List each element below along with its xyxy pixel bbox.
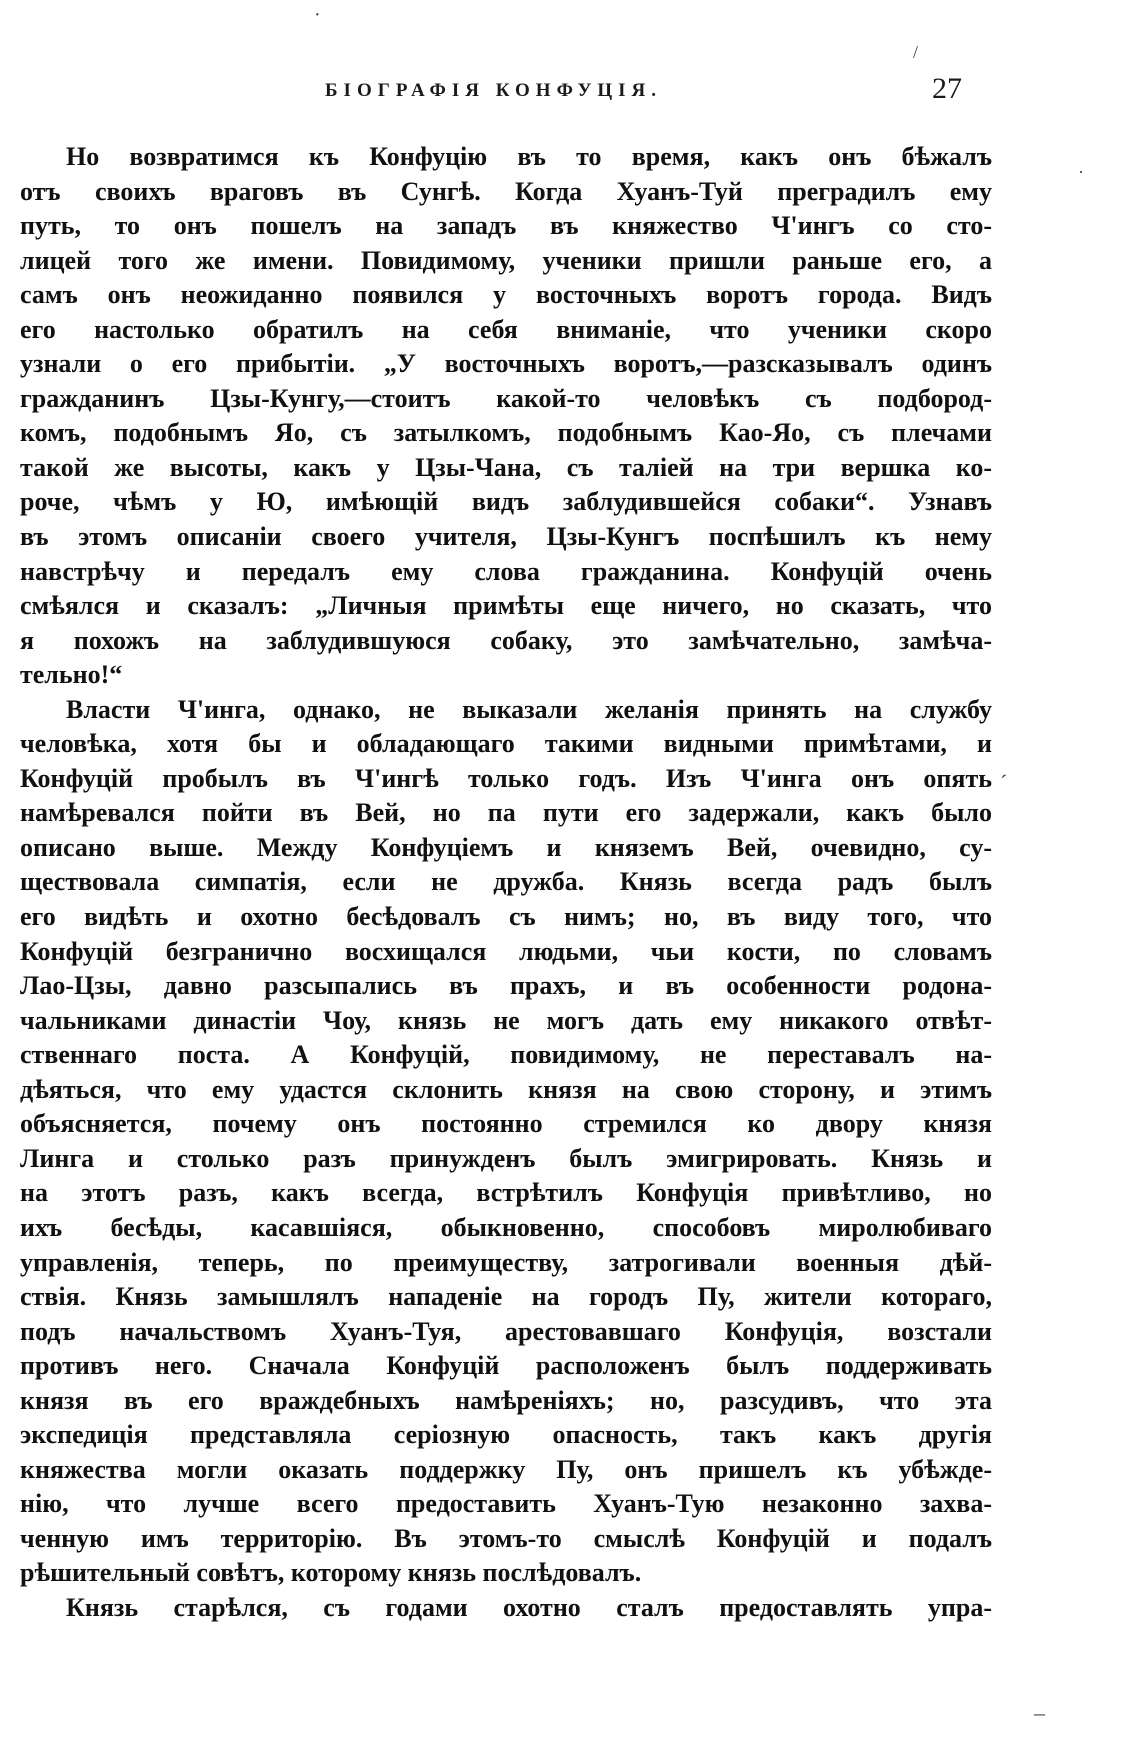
- text-line: Конфуцій безгранично восхищался людьми, чьи кости, по словамъ: [20, 936, 992, 966]
- text-line: Власти Ч'инга, однако, не выказали желанія принять на службу: [66, 694, 992, 724]
- text-line: въ этомъ описаніи своего учителя, Цзы-Кунгъ поспѣшилъ къ нему: [20, 522, 992, 552]
- text-line: подъ начальствомъ Хуанъ-Туя, арестовавшаго Конфуція, возстали: [20, 1316, 992, 1346]
- text-line: отъ своихъ враговъ въ Сунгѣ. Когда Хуанъ-Туй преградилъ ему: [20, 176, 992, 206]
- text-line: ченную имъ территорію. Въ этомъ-то смыслѣ Конфуцій и подалъ: [20, 1523, 992, 1553]
- text-line: ществовала симпатія, если не дружба. Князь всегда радъ былъ: [20, 867, 992, 897]
- text-line: тельно!“: [20, 660, 123, 690]
- text-line: узнали о его прибытіи. „У восточныхъ воротъ,—разсказывалъ одинъ: [20, 349, 992, 379]
- top-dot-mark: ·: [314, 4, 321, 26]
- text-line: комъ, подобнымъ Яо, съ затылкомъ, подобнымъ Као-Яо, съ плечами: [20, 418, 992, 448]
- text-line: Князь старѣлся, съ годами охотно сталъ предоставлять упра-: [66, 1592, 992, 1622]
- text-line: дѣяться, что ему удастся склонить князя на свою сторону, и этимъ: [20, 1074, 992, 1104]
- text-line: его видѣть и охотно бесѣдовалъ съ нимъ; но, въ виду того, что: [20, 902, 992, 932]
- text-line: Но возвратимся къ Конфуцію въ то время, какъ онъ бѣжалъ: [66, 142, 992, 171]
- running-title: БІОГРАФІЯ КОНФУЦІЯ.: [325, 80, 663, 101]
- text-line: Лао-Цзы, давно разсыпались въ прахъ, и въ особенности родона-: [20, 971, 992, 1001]
- top-tick-mark: /: [913, 42, 919, 62]
- text-line: князя въ его враждебныхъ намѣреніяхъ; но, разсудивъ, что эта: [20, 1385, 992, 1415]
- bottom-dash-mark: –: [1034, 1700, 1045, 1725]
- text-line: управленія, теперь, по преимуществу, затрогивали военныя дѣй-: [20, 1247, 992, 1277]
- page-number: 27: [932, 72, 962, 105]
- text-line: ствія. Князь замышлялъ нападеніе на городъ Пу, жители котораго,: [20, 1282, 992, 1312]
- text-line: Линга и столько разъ принужденъ былъ эмигрировать. Князь и: [20, 1143, 992, 1173]
- text-line: нію, что лучше всего предоставить Хуанъ-Тую незаконно захва-: [20, 1489, 992, 1519]
- text-line: рѣшительный совѣтъ, которому князь послѣдовалъ.: [20, 1558, 642, 1588]
- text-line: экспедиція представляла серіозную опасность, такъ какъ другія: [20, 1420, 992, 1450]
- text-line: княжества могли оказать поддержку Пу, онъ пришелъ къ убѣжде-: [20, 1454, 992, 1484]
- text-line: навстрѣчу и передалъ ему слова гражданина. Конфуцій очень: [20, 556, 992, 586]
- body-text: [20, 140, 992, 1626]
- text-line: такой же высоты, какъ у Цзы-Чана, съ таліей на три вершка ко-: [20, 452, 992, 482]
- margin-tick-mark: ´: [1000, 770, 1008, 795]
- text-line: самъ онъ неожиданно появился у восточныхъ воротъ города. Видъ: [20, 280, 992, 310]
- text-line: человѣка, хотя бы и обладающаго такими видными примѣтами, и: [20, 729, 992, 759]
- margin-dot-mark: ·: [1078, 162, 1084, 182]
- text-line: ственнаго поста. А Конфуцій, повидимому, не переставалъ на-: [20, 1040, 992, 1070]
- text-line: описано выше. Между Конфуціемъ и княземъ Вей, очевидно, су-: [20, 832, 992, 862]
- text-line: чальниками династіи Чоу, князь не могъ дать ему никакого отвѣт-: [20, 1005, 992, 1035]
- text-line: я похожъ на заблудившуюся собаку, это замѣчательно, замѣча-: [20, 625, 992, 655]
- text-line: объясняется, почему онъ постоянно стремился ко двору князя: [20, 1109, 992, 1139]
- text-line: роче, чѣмъ у Ю, имѣющій видъ заблудившейся собаки“. Узнавъ: [20, 487, 992, 517]
- text-line: намѣревался пойти въ Вей, но па пути его задержали, какъ было: [20, 798, 992, 828]
- text-line: гражданинъ Цзы-Кунгу,—стоитъ какой-то человѣкъ съ подбород-: [20, 383, 992, 413]
- text-line: Конфуцій пробылъ въ Ч'ингѣ только годъ. Изъ Ч'инга онъ опять: [20, 763, 992, 793]
- text-line: смѣялся и сказалъ: „Личныя примѣты еще ничего, но сказать, что: [20, 591, 992, 621]
- text-line: на этотъ разъ, какъ всегда, встрѣтилъ Конфуція привѣтливо, но: [20, 1178, 992, 1208]
- text-line: противъ него. Сначала Конфуцій расположенъ былъ поддерживать: [20, 1351, 992, 1381]
- text-line: ихъ бесѣды, касавшіяся, обыкновенно, способовъ миролюбиваго: [20, 1212, 992, 1242]
- text-line: лицей того же имени. Повидимому, ученики пришли раньше его, а: [20, 245, 992, 275]
- text-line: его настолько обратилъ на себя вниманіе, что ученики скоро: [20, 314, 992, 344]
- text-line: путь, то онъ пошелъ на западъ въ княжество Ч'ингъ со сто-: [20, 211, 992, 241]
